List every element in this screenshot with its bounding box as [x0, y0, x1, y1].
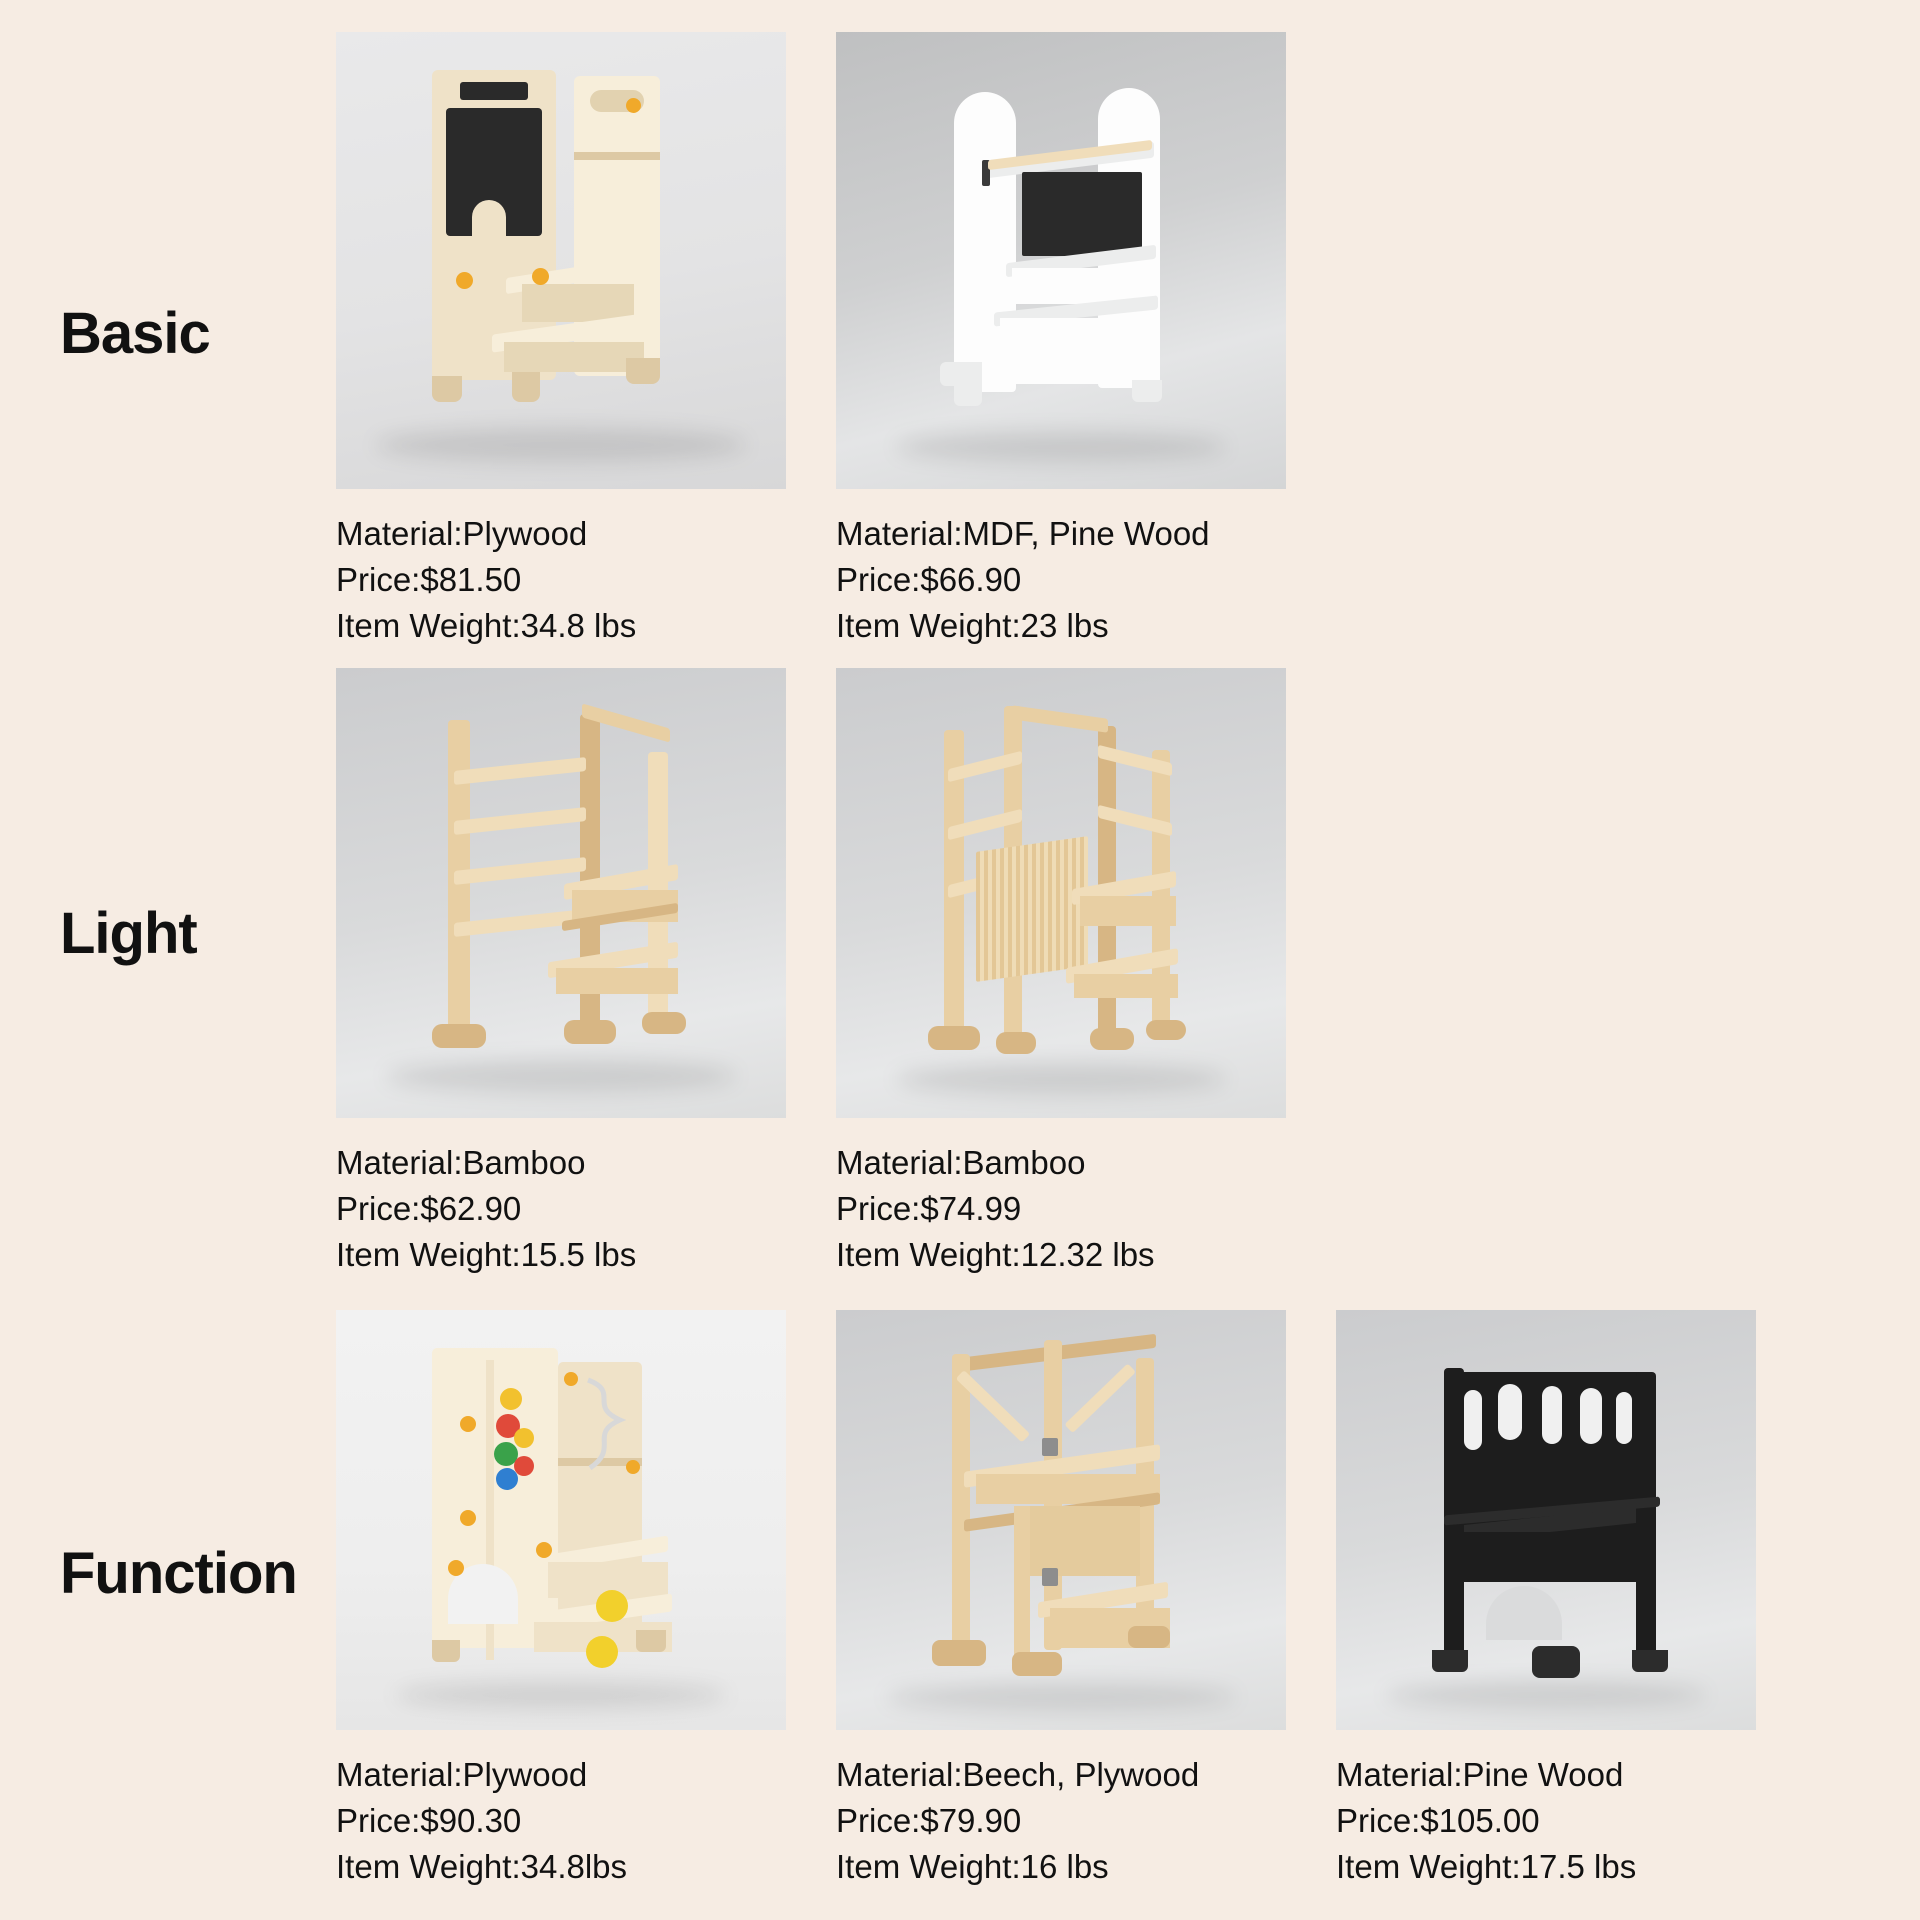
- product-card[interactable]: [836, 668, 1286, 1278]
- weight-line: Item Weight:34.8lbs: [336, 1848, 628, 1885]
- material-line: Material:Plywood: [336, 1756, 588, 1793]
- material-line: Material:MDF, Pine Wood: [836, 515, 1210, 552]
- product-card[interactable]: [836, 1310, 1286, 1890]
- weight-line: Item Weight:23 lbs: [836, 607, 1109, 644]
- product-caption: [836, 1140, 1286, 1278]
- price-line: Price:$79.90: [836, 1802, 1022, 1839]
- weight-line: Item Weight:34.8 lbs: [336, 607, 637, 644]
- material-line: Material:Pine Wood: [1336, 1756, 1624, 1793]
- product-caption: [836, 511, 1286, 649]
- material-line: Material:Plywood: [336, 515, 588, 552]
- price-line: Price:$81.50: [336, 561, 522, 598]
- price-line: Price:$62.90: [336, 1190, 522, 1227]
- product-image-beech-plywood-foldable-tower: [836, 1310, 1286, 1730]
- row-label-basic: Basic: [60, 301, 210, 366]
- product-image-plywood-toddler-tower-with-chalkboard: [336, 32, 786, 489]
- product-image-bamboo-step-stool-tower: [336, 668, 786, 1118]
- price-line: Price:$66.90: [836, 561, 1022, 598]
- product-caption: [1336, 1752, 1756, 1890]
- material-line: Material:Bamboo: [836, 1144, 1086, 1181]
- product-card[interactable]: [336, 668, 786, 1278]
- product-card[interactable]: [1336, 1310, 1756, 1890]
- product-card[interactable]: [336, 1310, 786, 1890]
- price-line: Price:$90.30: [336, 1802, 522, 1839]
- product-image-plywood-activity-tower-with-gears: [336, 1310, 786, 1730]
- wire-toy-icon: [582, 1376, 626, 1486]
- product-image-white-mdf-tower-with-chalkboard: [836, 32, 1286, 489]
- product-caption: [836, 1752, 1286, 1890]
- weight-line: Item Weight:16 lbs: [836, 1848, 1109, 1885]
- weight-line: Item Weight:17.5 lbs: [1336, 1848, 1637, 1885]
- material-line: Material:Bamboo: [336, 1144, 586, 1181]
- row-label-light: Light: [60, 901, 197, 966]
- product-caption: [336, 511, 786, 649]
- product-card[interactable]: [336, 32, 786, 649]
- product-caption: [336, 1752, 786, 1890]
- product-caption: [336, 1140, 786, 1278]
- price-line: Price:$105.00: [1336, 1802, 1540, 1839]
- product-card[interactable]: [836, 32, 1286, 649]
- weight-line: Item Weight:15.5 lbs: [336, 1236, 637, 1273]
- row-label-function: Function: [60, 1541, 297, 1606]
- material-line: Material:Beech, Plywood: [836, 1756, 1200, 1793]
- price-line: Price:$74.99: [836, 1190, 1022, 1227]
- weight-line: Item Weight:12.32 lbs: [836, 1236, 1155, 1273]
- product-image-bamboo-adjustable-learning-tower: [836, 668, 1286, 1118]
- product-image-black-pine-wood-folding-tower: [1336, 1310, 1756, 1730]
